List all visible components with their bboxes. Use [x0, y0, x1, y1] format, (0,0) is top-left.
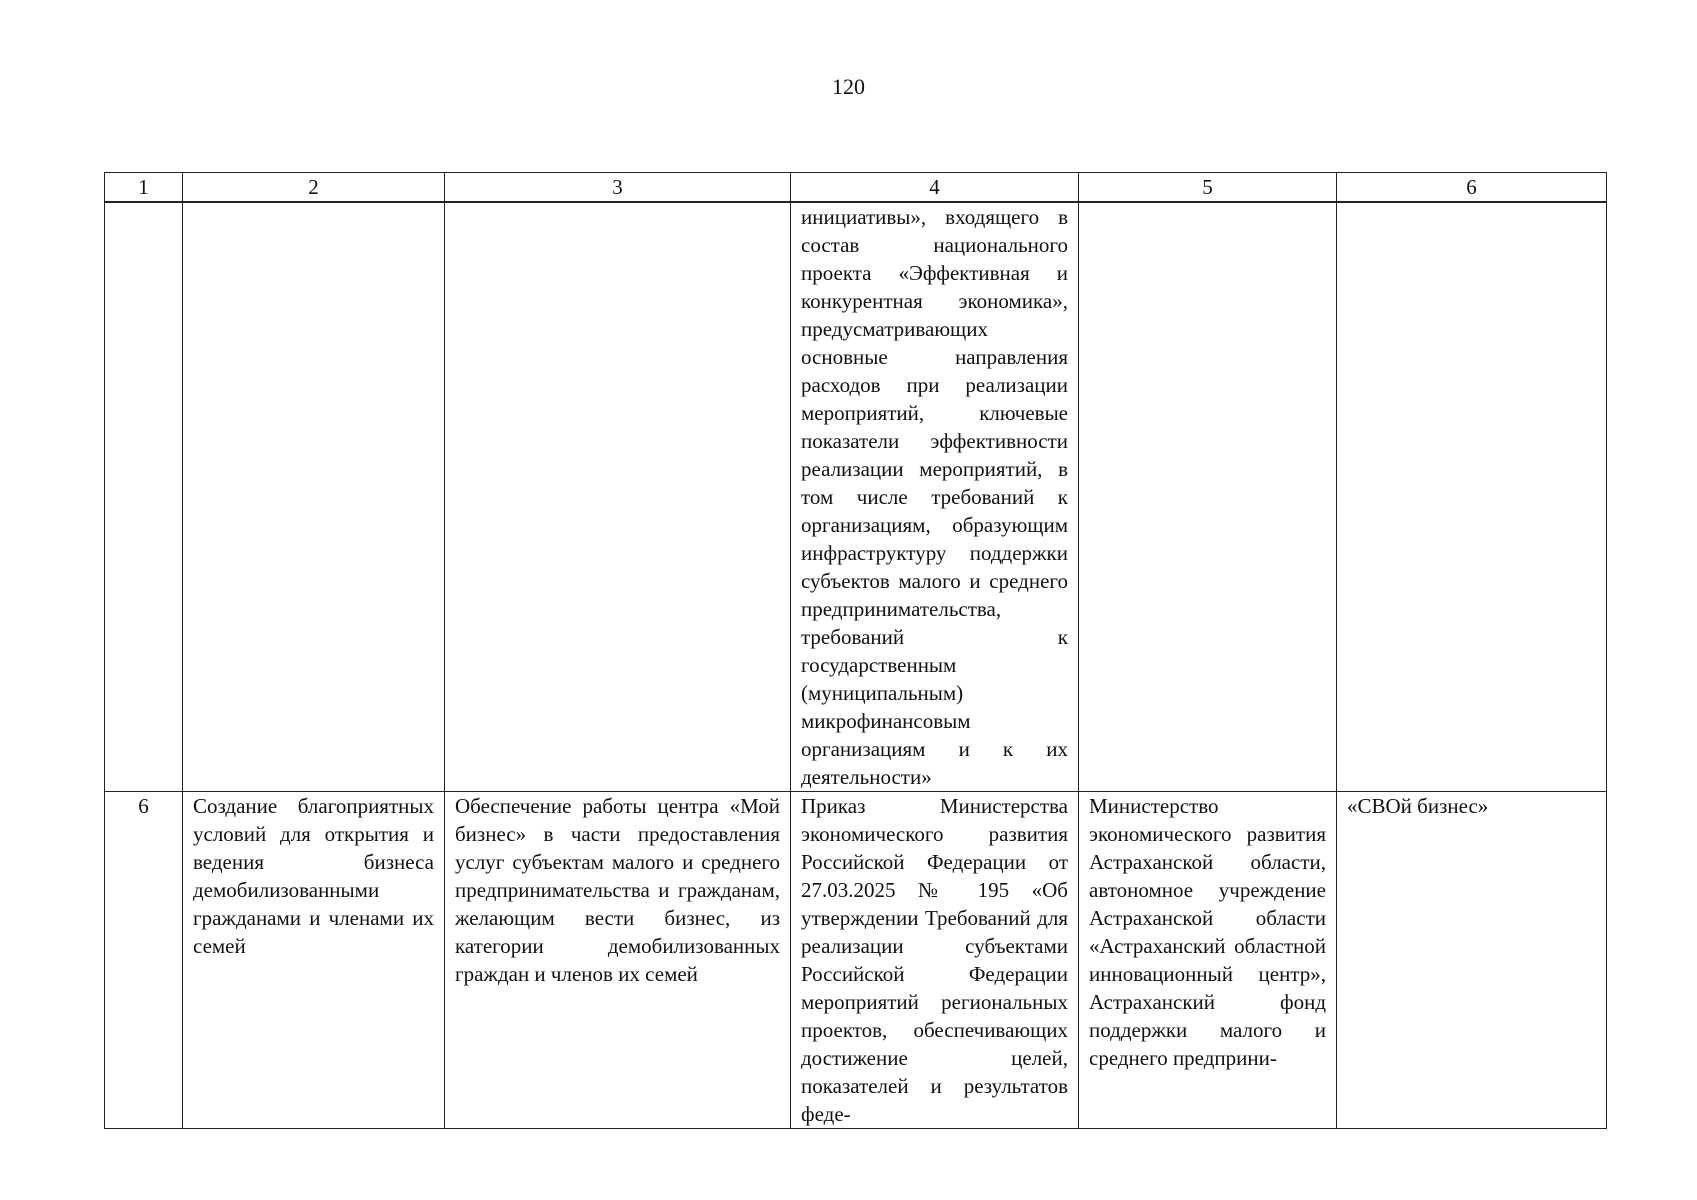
- table-cell: инициативы», входящего в состав национального проекта «Эффективная и конкурентная экономика», предусматривающих основные направления расходов при реализации мероприятий, ключевые показатели эффективности реализации мероприятий, в том числе требований к организациям, образующим инфраструктуру поддержки субъектов малого и среднего предпринимательства, требований к государственным (муниципальным) микрофинансовым организациям и к их деятельности»: [791, 202, 1079, 792]
- column-header: 6: [1337, 173, 1607, 203]
- table-cell: [1337, 202, 1607, 792]
- column-header: 5: [1079, 173, 1337, 203]
- table-row: [105, 792, 1607, 1129]
- column-header: 1: [105, 173, 183, 203]
- table-cell: «СВОй бизнес»: [1337, 792, 1607, 1129]
- table-cell: [1079, 202, 1337, 792]
- column-header: 2: [183, 173, 445, 203]
- column-header: 3: [445, 173, 791, 203]
- column-header: 4: [791, 173, 1079, 203]
- table-cell: [183, 202, 445, 792]
- table-row: [105, 202, 1607, 792]
- table-cell: Приказ Министерства экономического развития Российской Федерации от 27.03.2025 № 195 «Об утверждении Требований для реализации субъектами Российской Федерации мероприятий региональных проектов, обеспечивающих достижение целей, показателей и результатов феде-: [791, 792, 1079, 1129]
- document-table: [104, 172, 1607, 1129]
- table-cell: [445, 202, 791, 792]
- table-header-row: [105, 173, 1607, 203]
- page-number: 120: [832, 74, 865, 99]
- table-cell: Создание благоприятных условий для открытия и ведения бизнеса демобилизованными гражданами и членами их семей: [183, 792, 445, 1129]
- table-cell: Обеспечение работы центра «Мой бизнес» в части предоставления услуг субъектам малого и среднего предпринимательства и гражданам, желающим вести бизнес, из категории демобилизованных граждан и членов их семей: [445, 792, 791, 1129]
- row-number-cell: 6: [105, 792, 183, 1129]
- table-cell: [105, 202, 183, 792]
- table-cell: Министерство экономического развития Астраханской области, автономное учреждение Астраханской области «Астраханский областной инновационный центр», Астраханский фонд поддержки малого и среднего предприни-: [1079, 792, 1337, 1129]
